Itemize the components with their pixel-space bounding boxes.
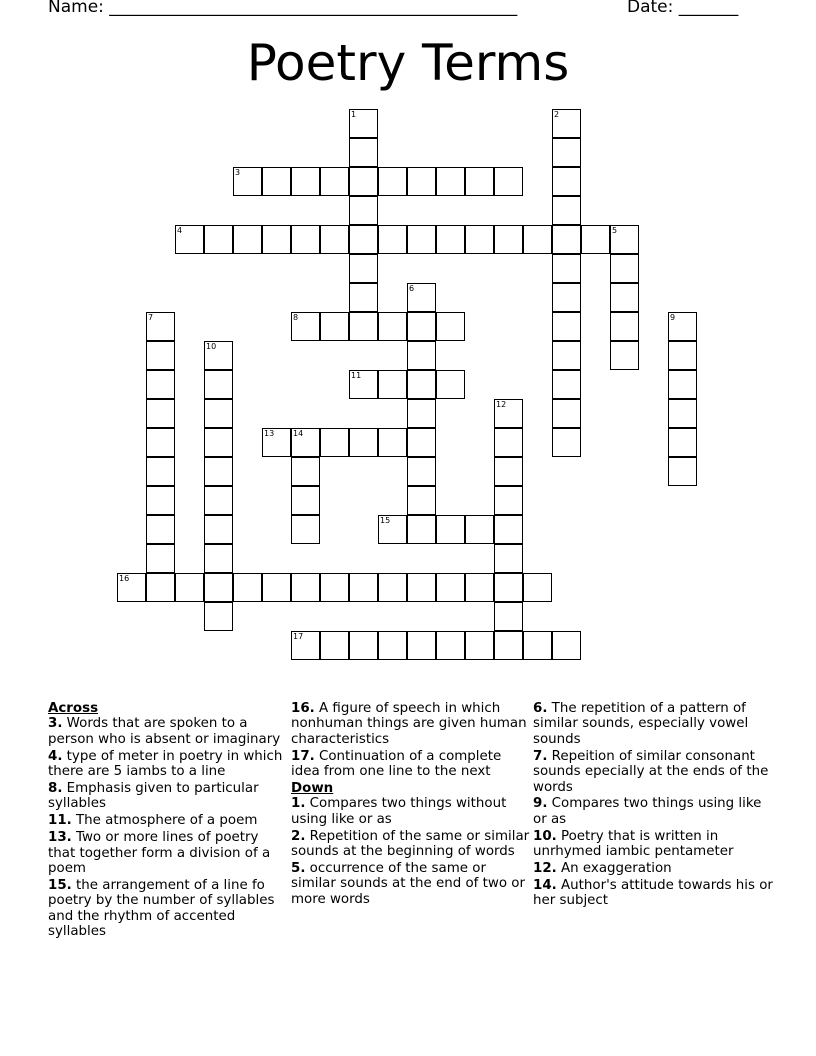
crossword-cell[interactable] <box>349 370 378 399</box>
clue-number: 14. <box>533 877 557 893</box>
crossword-cell[interactable] <box>523 573 552 602</box>
crossword-cell[interactable] <box>436 312 465 341</box>
crossword-cell[interactable] <box>552 341 581 370</box>
crossword-cell[interactable] <box>262 573 291 602</box>
crossword-cell[interactable] <box>378 167 407 196</box>
crossword-cell[interactable] <box>610 283 639 312</box>
clue-number: 1. <box>291 796 306 812</box>
crossword-cell[interactable] <box>146 370 175 399</box>
crossword-cell[interactable] <box>610 312 639 341</box>
clue-text: Two or more lines of poetry that together form a division of a poem <box>48 830 271 877</box>
crossword-cell[interactable] <box>407 312 436 341</box>
crossword-cell[interactable] <box>291 515 320 544</box>
crossword-cell[interactable] <box>233 573 262 602</box>
crossword-cell[interactable] <box>465 225 494 254</box>
clue-number: 5. <box>291 861 306 877</box>
crossword-cell[interactable] <box>291 457 320 486</box>
crossword-cell[interactable] <box>494 399 523 428</box>
crossword-cell[interactable] <box>668 457 697 486</box>
clue-down <box>291 829 531 860</box>
clue-down <box>533 878 773 909</box>
crossword-cell[interactable] <box>146 573 175 602</box>
clue-number: 7. <box>533 748 548 764</box>
crossword-cell[interactable] <box>407 225 436 254</box>
crossword-cell[interactable] <box>146 486 175 515</box>
clue-number: 3. <box>48 716 63 732</box>
crossword-cell[interactable] <box>204 428 233 457</box>
crossword-cell[interactable] <box>494 631 523 660</box>
crossword-cell[interactable] <box>349 109 378 138</box>
crossword-cell[interactable] <box>668 312 697 341</box>
cell-number: 6 <box>409 284 415 293</box>
across-heading: Across <box>48 701 99 716</box>
clue-text: An exaggeration <box>561 861 672 877</box>
clue-across <box>291 701 531 747</box>
clue-text: Repeition of similar consonant sounds epecially at the ends of the words <box>533 748 769 795</box>
crossword-cell[interactable] <box>349 138 378 167</box>
crossword-cell[interactable] <box>378 370 407 399</box>
crossword-cell[interactable] <box>262 225 291 254</box>
crossword-cell[interactable] <box>407 457 436 486</box>
crossword-cell[interactable] <box>668 370 697 399</box>
crossword-cell[interactable] <box>552 138 581 167</box>
clue-down <box>533 701 773 747</box>
crossword-cell[interactable] <box>204 573 233 602</box>
crossword-cell[interactable] <box>320 428 349 457</box>
crossword-cell[interactable] <box>465 631 494 660</box>
crossword-cell[interactable] <box>465 573 494 602</box>
clue-text: Words that are spoken to a person who is absent or imaginary <box>48 716 281 747</box>
clue-number: 2. <box>291 828 306 844</box>
crossword-cell[interactable] <box>668 341 697 370</box>
cell-number: 2 <box>554 110 560 119</box>
cell-number: 10 <box>206 342 217 351</box>
crossword-cell[interactable] <box>581 225 610 254</box>
crossword-cell[interactable] <box>494 486 523 515</box>
clue-text: Emphasis given to particular syllables <box>48 781 259 812</box>
crossword-cell[interactable] <box>320 225 349 254</box>
clue-number: 4. <box>48 748 63 764</box>
crossword-cell[interactable] <box>262 428 291 457</box>
clue-text: The atmosphere of a poem <box>76 813 258 829</box>
crossword-cell[interactable] <box>175 225 204 254</box>
cell-number: 5 <box>612 226 618 235</box>
crossword-cell[interactable] <box>204 544 233 573</box>
clue-down <box>533 861 773 876</box>
clue-column-3 <box>533 701 773 910</box>
crossword-cell[interactable] <box>291 225 320 254</box>
crossword-cell[interactable] <box>552 167 581 196</box>
crossword-cell[interactable] <box>146 399 175 428</box>
crossword-cell[interactable] <box>436 573 465 602</box>
crossword-cell[interactable] <box>262 167 291 196</box>
crossword-cell[interactable] <box>494 602 523 631</box>
clue-text: The repetition of a pattern of similar sounds, especially vowel sounds <box>533 701 749 747</box>
crossword-cell[interactable] <box>146 428 175 457</box>
crossword-cell[interactable] <box>320 167 349 196</box>
date-field[interactable]: Date: _______ <box>627 0 739 17</box>
crossword-cell[interactable] <box>204 341 233 370</box>
crossword-cell[interactable] <box>320 573 349 602</box>
crossword-cell[interactable] <box>349 631 378 660</box>
clue-column-1 <box>48 701 288 941</box>
cell-number: 13 <box>264 429 275 438</box>
clue-down <box>291 861 531 907</box>
name-field[interactable]: Name: ________________________________________________ <box>48 0 518 17</box>
crossword-cell[interactable] <box>523 225 552 254</box>
clue-down <box>533 749 773 795</box>
crossword-cell[interactable] <box>204 457 233 486</box>
crossword-cell[interactable] <box>552 225 581 254</box>
clue-across <box>48 813 288 828</box>
crossword-cell[interactable] <box>494 544 523 573</box>
crossword-cell[interactable] <box>552 254 581 283</box>
cell-number: 4 <box>177 226 183 235</box>
cell-number: 11 <box>351 371 362 380</box>
crossword-cell[interactable] <box>378 312 407 341</box>
clue-text: Poetry that is written in unrhymed iambic pentameter <box>533 828 734 860</box>
crossword-cell[interactable] <box>349 428 378 457</box>
cell-number: 1 <box>351 110 357 119</box>
crossword-cell[interactable] <box>494 428 523 457</box>
crossword-cell[interactable] <box>146 341 175 370</box>
crossword-cell[interactable] <box>233 225 262 254</box>
crossword-cell[interactable] <box>204 486 233 515</box>
down-heading: Down <box>291 781 334 797</box>
clue-text: Repetition of the same or similar sounds at the beginning of words <box>291 828 530 860</box>
cell-number: 3 <box>235 168 241 177</box>
clue-down <box>533 796 773 827</box>
crossword-cell[interactable] <box>494 573 523 602</box>
crossword-cell[interactable] <box>668 428 697 457</box>
cell-number: 7 <box>148 313 154 322</box>
crossword-cell[interactable] <box>320 631 349 660</box>
crossword-cell[interactable] <box>146 457 175 486</box>
crossword-cell[interactable] <box>436 515 465 544</box>
crossword-cell[interactable] <box>204 602 233 631</box>
crossword-cell[interactable] <box>552 399 581 428</box>
clue-text: occurrence of the same or similar sounds at the end of two or more words <box>291 861 525 907</box>
crossword-cell[interactable] <box>175 573 204 602</box>
crossword-cell[interactable] <box>407 428 436 457</box>
clue-number: 16. <box>291 701 315 716</box>
crossword-cell[interactable] <box>552 428 581 457</box>
clue-down <box>291 796 531 827</box>
crossword-cell[interactable] <box>117 573 146 602</box>
clue-across <box>48 716 288 747</box>
crossword-cell[interactable] <box>494 457 523 486</box>
crossword-cell[interactable] <box>436 631 465 660</box>
crossword-cell[interactable] <box>146 312 175 341</box>
crossword-cell[interactable] <box>407 167 436 196</box>
crossword-cell[interactable] <box>204 225 233 254</box>
page-title: Poetry Terms <box>246 34 570 92</box>
crossword-cell[interactable] <box>436 370 465 399</box>
crossword-cell[interactable] <box>349 254 378 283</box>
crossword-cell[interactable] <box>407 486 436 515</box>
crossword-cell[interactable] <box>349 573 378 602</box>
clue-column-2 <box>291 701 531 909</box>
crossword-cell[interactable] <box>494 225 523 254</box>
crossword-cell[interactable] <box>291 167 320 196</box>
clue-text: Compares two things using like or as <box>533 796 762 827</box>
crossword-cell[interactable] <box>552 370 581 399</box>
crossword-cell[interactable] <box>552 109 581 138</box>
clue-number: 6. <box>533 701 548 716</box>
clue-across <box>48 781 288 812</box>
crossword-cell[interactable] <box>349 312 378 341</box>
cell-number: 14 <box>293 429 304 438</box>
cell-number: 15 <box>380 516 391 525</box>
crossword-cell[interactable] <box>436 225 465 254</box>
clue-text: Continuation of a complete idea from one line to the next <box>291 748 502 780</box>
crossword-cell[interactable] <box>465 167 494 196</box>
clue-across <box>291 749 531 780</box>
clue-number: 11. <box>48 813 72 829</box>
crossword-cell[interactable] <box>320 312 349 341</box>
crossword-cell[interactable] <box>349 283 378 312</box>
clue-text: type of meter in poetry in which there are 5 iambs to a line <box>48 748 283 780</box>
crossword-cell[interactable] <box>610 225 639 254</box>
crossword-cell[interactable] <box>407 573 436 602</box>
crossword-cell[interactable] <box>378 515 407 544</box>
crossword-cell[interactable] <box>494 167 523 196</box>
crossword-cell[interactable] <box>291 428 320 457</box>
crossword-cell[interactable] <box>291 573 320 602</box>
crossword-cell[interactable] <box>378 573 407 602</box>
crossword-cell[interactable] <box>610 254 639 283</box>
clue-text: A figure of speech in which nonhuman things are given human characteristics <box>291 701 527 747</box>
cell-number: 9 <box>670 313 676 322</box>
crossword-cell[interactable] <box>204 515 233 544</box>
cell-number: 12 <box>496 400 507 409</box>
cell-number: 17 <box>293 632 304 641</box>
clue-text: the arrangement of a line fo poetry by the number of syllables and the rhythm of accented syllables <box>48 877 275 940</box>
crossword-cell[interactable] <box>523 631 552 660</box>
crossword-cell[interactable] <box>668 399 697 428</box>
crossword-cell[interactable] <box>552 312 581 341</box>
crossword-cell[interactable] <box>378 631 407 660</box>
clue-text: Compares two things without using like or as <box>291 796 507 827</box>
clue-across <box>48 749 288 780</box>
crossword-cell[interactable] <box>349 225 378 254</box>
crossword-cell[interactable] <box>291 312 320 341</box>
crossword-cell[interactable] <box>465 515 494 544</box>
crossword-cell[interactable] <box>407 341 436 370</box>
clue-down <box>533 829 773 860</box>
cell-number: 16 <box>119 574 130 583</box>
clue-text: Author's attitude towards his or her subject <box>533 877 773 909</box>
crossword-cell[interactable] <box>407 399 436 428</box>
crossword-cell[interactable] <box>204 399 233 428</box>
clue-number: 13. <box>48 830 72 846</box>
crossword-cell[interactable] <box>436 167 465 196</box>
crossword-cell[interactable] <box>552 283 581 312</box>
crossword-cell[interactable] <box>407 631 436 660</box>
clue-number: 8. <box>48 781 63 797</box>
clue-number: 17. <box>291 748 315 764</box>
crossword-cell[interactable] <box>407 515 436 544</box>
clue-number: 12. <box>533 861 557 877</box>
crossword-cell[interactable] <box>349 196 378 225</box>
crossword-cell[interactable] <box>552 631 581 660</box>
crossword-cell[interactable] <box>610 341 639 370</box>
crossword-cell[interactable] <box>146 515 175 544</box>
crossword-cell[interactable] <box>407 370 436 399</box>
crossword-cell[interactable] <box>291 631 320 660</box>
cell-number: 8 <box>293 313 299 322</box>
crossword-cell[interactable] <box>349 167 378 196</box>
crossword-cell[interactable] <box>378 428 407 457</box>
crossword-cell[interactable] <box>291 486 320 515</box>
crossword-cell[interactable] <box>407 283 436 312</box>
crossword-cell[interactable] <box>552 196 581 225</box>
clue-number: 9. <box>533 796 548 812</box>
crossword-cell[interactable] <box>494 515 523 544</box>
crossword-cell[interactable] <box>378 225 407 254</box>
crossword-cell[interactable] <box>233 167 262 196</box>
clue-across <box>48 830 288 876</box>
clue-number: 10. <box>533 828 557 844</box>
crossword-cell[interactable] <box>146 544 175 573</box>
clue-across <box>48 878 288 940</box>
crossword-cell[interactable] <box>204 370 233 399</box>
clue-number: 15. <box>48 877 72 893</box>
